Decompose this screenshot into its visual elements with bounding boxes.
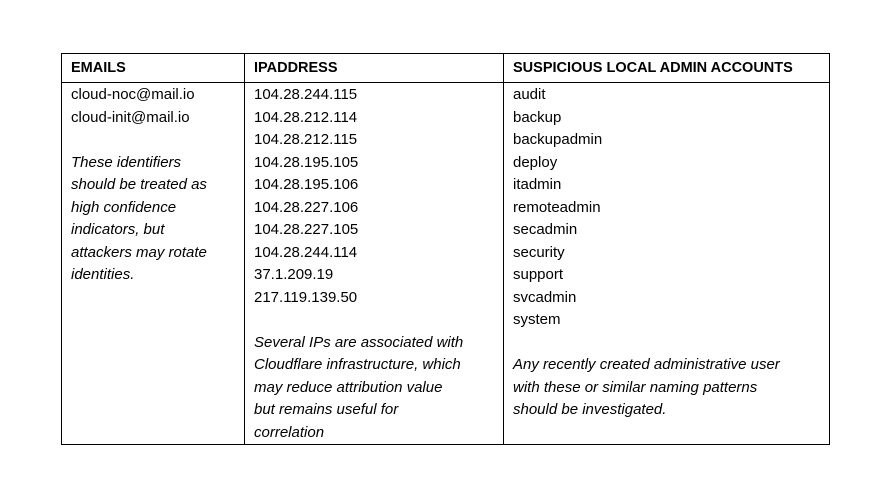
note-line: Any recently created administrative user: [513, 356, 780, 373]
note-line: may reduce attribution value: [254, 378, 443, 396]
ip-item: 104.28.227.106: [254, 198, 359, 216]
email-item: cloud-init@mail.io: [71, 108, 190, 126]
note-line: attackers may rotate: [71, 243, 207, 261]
ipaddress-cell: [245, 83, 504, 445]
account-item: remoteadmin: [513, 198, 601, 216]
ioc-table: [61, 53, 830, 445]
note-line: with these or similar naming patterns: [513, 378, 758, 396]
emails-note: [71, 152, 235, 287]
note-line: identities.: [71, 266, 135, 283]
table-row: [62, 83, 830, 445]
note-line: indicators, but: [71, 221, 165, 238]
note-line: Cloudflare infrastructure, which: [254, 356, 461, 373]
spacer: [513, 332, 820, 355]
header-ipaddress: IPADDRESS: [245, 54, 504, 83]
account-item: secadmin: [513, 221, 578, 238]
account-item: system: [513, 311, 561, 328]
accounts-cell: [504, 83, 830, 445]
note-line: correlation: [254, 423, 325, 441]
note-line: but remains useful for: [254, 401, 399, 418]
ip-item: 104.28.212.115: [254, 131, 358, 148]
email-item: cloud-noc@mail.io: [71, 86, 195, 103]
ip-item: 104.28.244.115: [254, 86, 358, 103]
spacer: [71, 129, 235, 152]
account-item: backupadmin: [513, 131, 603, 148]
accounts-note: [513, 354, 820, 422]
ipaddress-note: [254, 332, 494, 445]
note-line: should be investigated.: [513, 401, 667, 418]
note-line: should be treated as: [71, 176, 207, 193]
note-line: high confidence: [71, 198, 177, 216]
note-line: These identifiers: [71, 153, 182, 171]
account-item: deploy: [513, 153, 558, 171]
ip-item: 104.28.244.114: [254, 243, 358, 261]
spacer: [254, 309, 494, 332]
account-item: security: [513, 243, 565, 261]
ip-item: 37.1.209.19: [254, 266, 334, 283]
account-item: support: [513, 266, 564, 283]
header-row: [62, 54, 830, 83]
ip-item: 217.119.139.50: [254, 288, 358, 306]
account-item: itadmin: [513, 176, 562, 193]
ip-item: 104.28.212.114: [254, 108, 358, 126]
account-item: svcadmin: [513, 288, 577, 306]
header-accounts: SUSPICIOUS LOCAL ADMIN ACCOUNTS: [504, 54, 830, 83]
emails-cell: [62, 83, 245, 445]
ip-item: 104.28.195.105: [254, 153, 359, 171]
ip-item: 104.28.227.105: [254, 221, 359, 238]
account-item: audit: [513, 86, 546, 103]
ip-item: 104.28.195.106: [254, 176, 359, 193]
note-line: Several IPs are associated with: [254, 333, 464, 351]
account-item: backup: [513, 108, 562, 126]
header-emails: EMAILS: [62, 54, 245, 83]
